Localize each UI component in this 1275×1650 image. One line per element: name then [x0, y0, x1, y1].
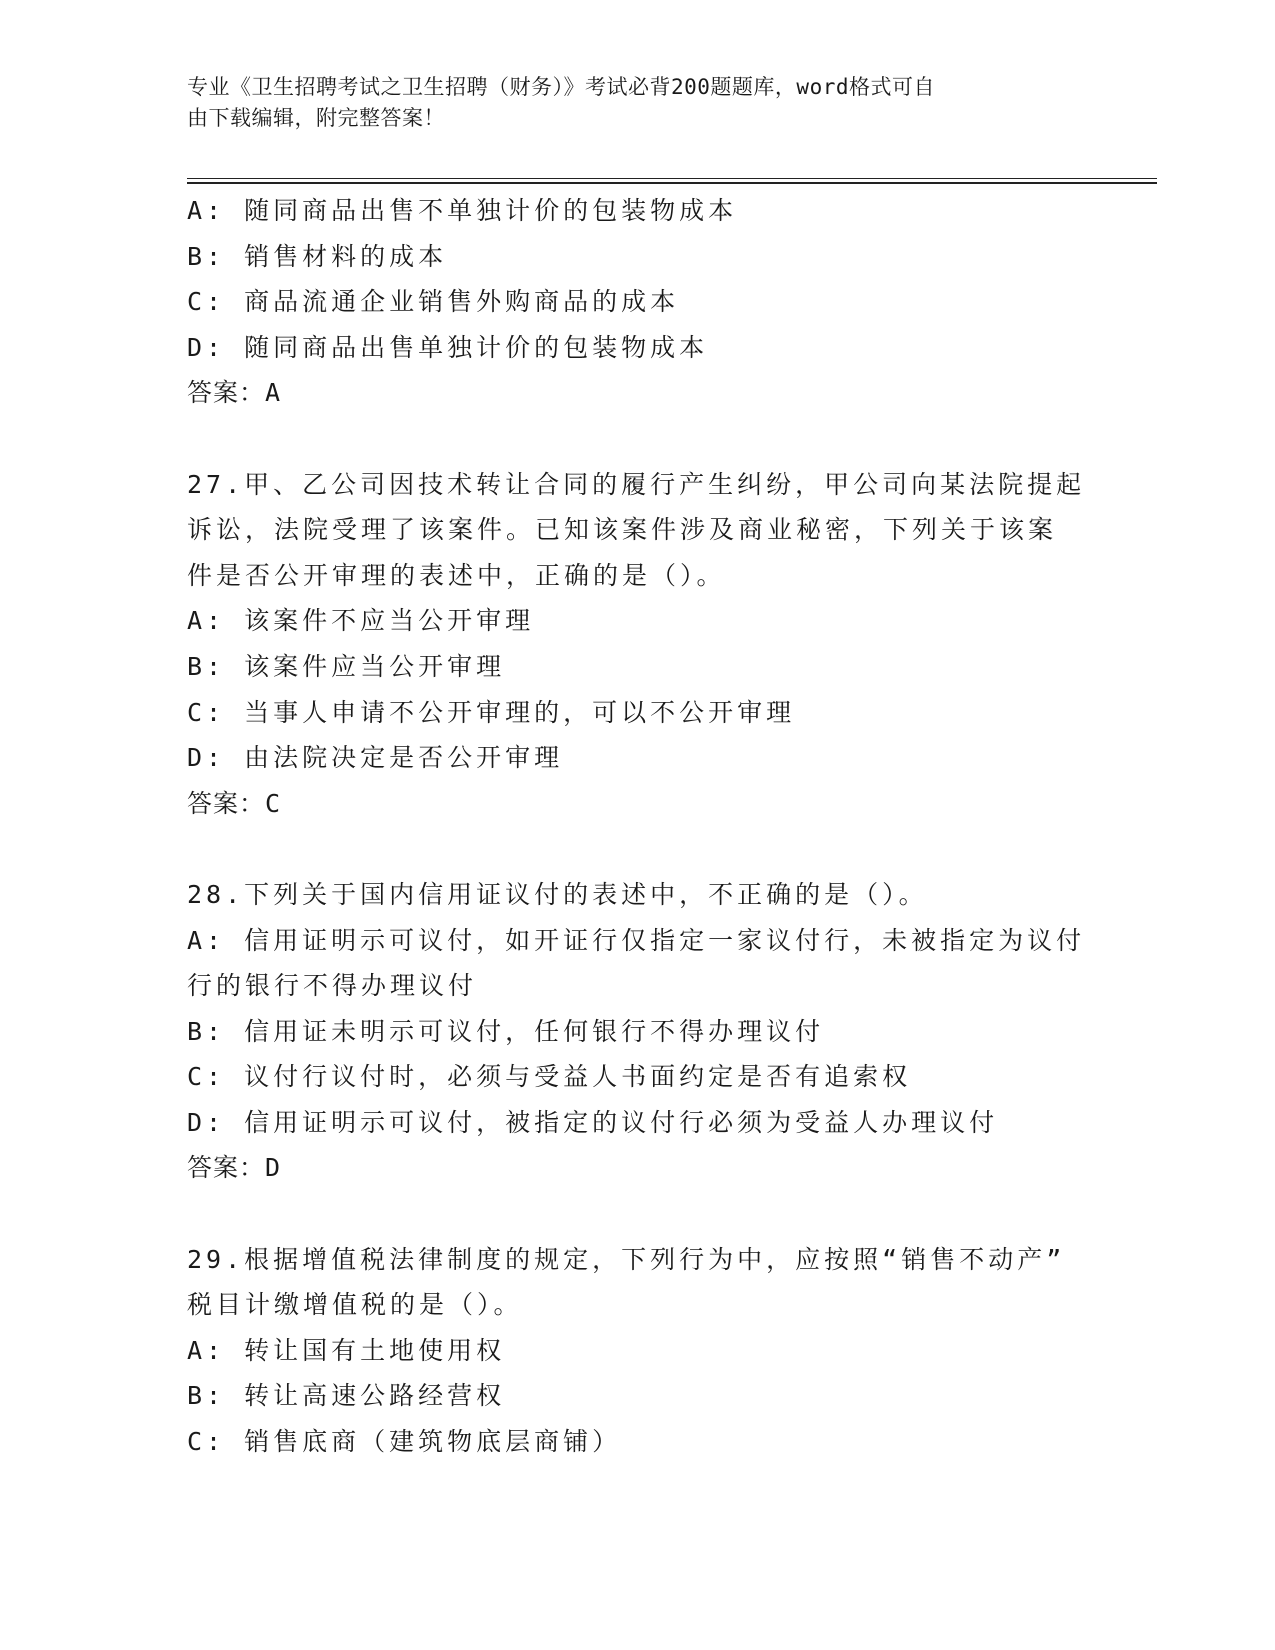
answer-value: A [265, 378, 282, 408]
question-content [187, 188, 1087, 1465]
option-c: C: 商品流通企业销售外购商品的成本 [187, 287, 680, 317]
answer-label: 答案： [187, 1153, 266, 1183]
question-29 [187, 1237, 1087, 1465]
answer-line [187, 1145, 1087, 1191]
answer-value: C [265, 788, 282, 818]
answer-line [187, 781, 1087, 827]
answer-label: 答案： [187, 378, 266, 408]
option-b: B: 销售材料的成本 [187, 241, 448, 271]
option-a: A: 随同商品出售不单独计价的包装物成本 [187, 196, 738, 225]
option-a: A: 转让国有土地使用权 [187, 1335, 506, 1365]
question-stem-line: 29.根据增值税法律制度的规定，下列行为中，应按照“销售不动产” [187, 1244, 1066, 1274]
question-stem-line: 诉讼，法院受理了该案件。已知该案件涉及商业秘密，下列关于该案 [187, 515, 1058, 545]
option-d: D: 随同商品出售单独计价的包装物成本 [187, 332, 709, 362]
answer-value: D [265, 1153, 282, 1183]
header-line-2: 由下载编辑，附完整答案！ [187, 106, 445, 130]
answer-line [187, 370, 1087, 416]
option-b: B: 转让高速公路经营权 [187, 1381, 506, 1411]
option-b: B: 该案件应当公开审理 [187, 651, 506, 681]
option-d: D: 由法院决定是否公开审理 [187, 743, 564, 773]
question-stem-line: 件是否公开审理的表述中，正确的是（）。 [187, 560, 726, 590]
answer-label: 答案： [187, 788, 266, 818]
header-rule-thick [187, 182, 1157, 184]
option-b: B: 信用证未明示可议付，任何银行不得办理议付 [187, 1016, 825, 1046]
option-a-continued: 行的银行不得办理议付 [187, 971, 478, 1001]
option-c: C: 当事人申请不公开审理的，可以不公开审理 [187, 697, 796, 727]
question-27 [187, 462, 1087, 827]
question-stem-line: 28.下列关于国内信用证议付的表述中，不正确的是（）。 [187, 879, 928, 909]
document-header [187, 72, 1067, 134]
header-rule-thin [187, 178, 1157, 179]
option-d: D: 信用证明示可议付，被指定的议付行必须为受益人办理议付 [187, 1107, 999, 1137]
question-stem-line: 税目计缴增值税的是（）。 [187, 1290, 523, 1320]
option-a: A: 信用证明示可议付，如开证行仅指定一家议付行，未被指定为议付 [187, 925, 1086, 955]
option-a: A: 该案件不应当公开审理 [187, 606, 535, 636]
question-26 [187, 188, 1087, 416]
option-c: C: 议付行议付时，必须与受益人书面约定是否有追索权 [187, 1062, 912, 1092]
question-28 [187, 872, 1087, 1191]
question-stem-line: 27.甲、乙公司因技术转让合同的履行产生纠纷，甲公司向某法院提起 [187, 469, 1086, 499]
option-c: C: 销售底商（建筑物底层商铺） [187, 1427, 622, 1457]
header-line-1: 专业《卫生招聘考试之卫生招聘（财务）》考试必背200题题库，word格式可自 [187, 75, 935, 99]
